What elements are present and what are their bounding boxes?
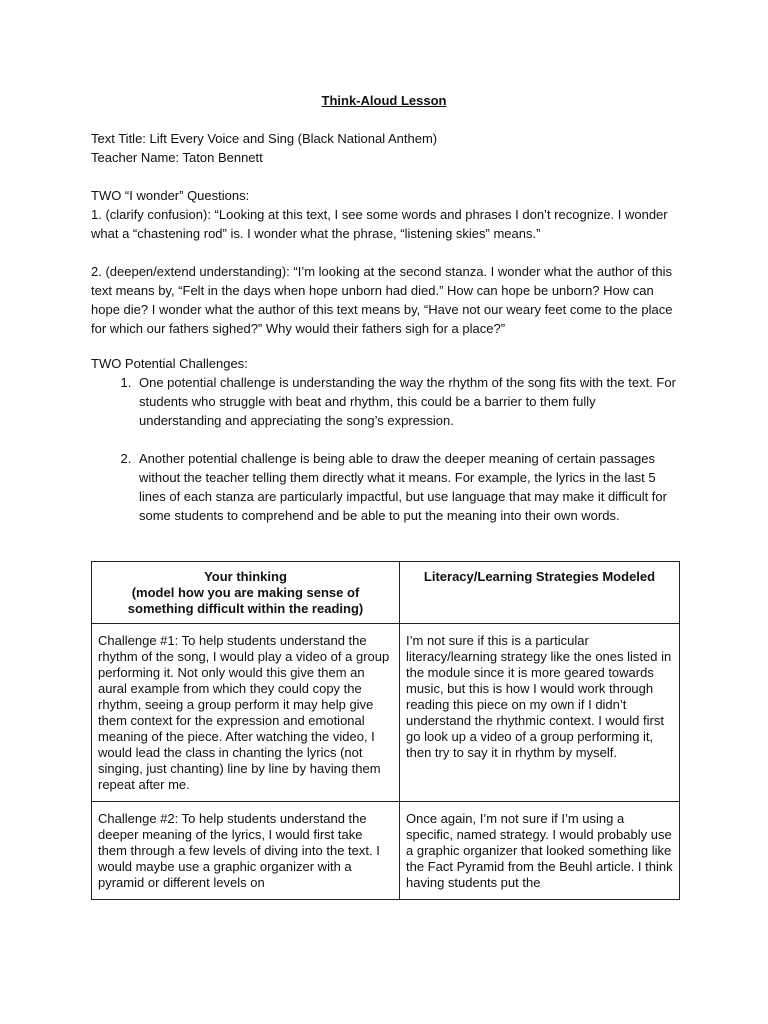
challenges-list xyxy=(91,373,681,525)
text-title: Text Title: Lift Every Voice and Sing (Black National Anthem) xyxy=(91,131,438,146)
thinking-cell: Challenge #2: To help students understand the deeper meaning of the lyrics, I would first take them through a few levels of diving into the text. I would maybe use a graphic organizer with a pyramid or different levels on xyxy=(92,802,400,900)
table-row xyxy=(92,802,680,900)
strategy-cell: I’m not sure if this is a particular literacy/learning strategy like the ones listed in the module since it is more geared towards music, but this is how I would work through reading this piece on my own if I didn’t understand the rhythmic context. I would first go look up a video of a group performing it, then try to say it in rhythm by myself. xyxy=(400,624,680,802)
strategy-cell: Once again, I’m not sure if I’m using a specific, named strategy. I would probably use a graphic organizer that looked something like the Fact Pyramid from the Beuhl article. I think having students put the xyxy=(400,802,680,900)
wonder-question-1: 1. (clarify confusion): “Looking at this text, I see some words and phrases I don’t recognize. I wonder what a “chastening rod” is. I wonder what the phrase, “listening skies” means.” xyxy=(91,207,668,241)
wonder-heading: TWO “I wonder” Questions: xyxy=(91,188,250,203)
wonder-questions-section xyxy=(91,186,681,338)
wonder-question-2: 2. (deepen/extend understanding): “I’m looking at the second stanza. I wonder what the author of this text means by, “Felt in the days when hope unborn had died.” How can hope be unborn? How can hope die? I wonder what the author of this text means by, “Have not our weary feet come to the place for which our fathers sighed?” Why would their fathers sigh for a place?” xyxy=(91,264,673,336)
lesson-meta xyxy=(91,129,681,167)
challenge-item: 1. One potential challenge is understanding the way the rhythm of the song fits with the text. For students who struggle with beat and rhythm, this could be a barrier to them fully understanding and appreciating the song’s expression. xyxy=(135,373,681,430)
challenge-item: 2. Another potential challenge is being able to draw the deeper meaning of certain passages without the teacher telling them directly what it means. For example, the lyrics in the last 5 lines of each stanza are particularly impactful, but use language that may make it difficult for some students to comprehend and be able to put the meaning into their own words. xyxy=(135,449,681,525)
teacher-name: Teacher Name: Taton Bennett xyxy=(91,150,263,165)
thinking-cell: Challenge #1: To help students understand the rhythm of the song, I would play a video of a group performing it. Not only would this give them an aural example from which they could copy the rhythm, seeing a group perform it may help give them context for the expression and emotional meaning of the piece. After watching the video, I would lead the class in chanting the lyrics (not singing, just chanting) line by line by having them repeat after me. xyxy=(92,624,400,802)
challenges-section xyxy=(91,354,681,525)
header-strategies: Literacy/Learning Strategies Modeled xyxy=(400,562,680,624)
challenges-heading: TWO Potential Challenges: xyxy=(91,356,248,371)
header-your-thinking: Your thinking (model how you are making sense of something difficult within the reading) xyxy=(92,562,400,624)
table-row xyxy=(92,624,680,802)
page-title: Think-Aloud Lesson xyxy=(321,93,447,108)
think-aloud-table xyxy=(91,561,680,900)
table-header-row xyxy=(92,562,680,624)
